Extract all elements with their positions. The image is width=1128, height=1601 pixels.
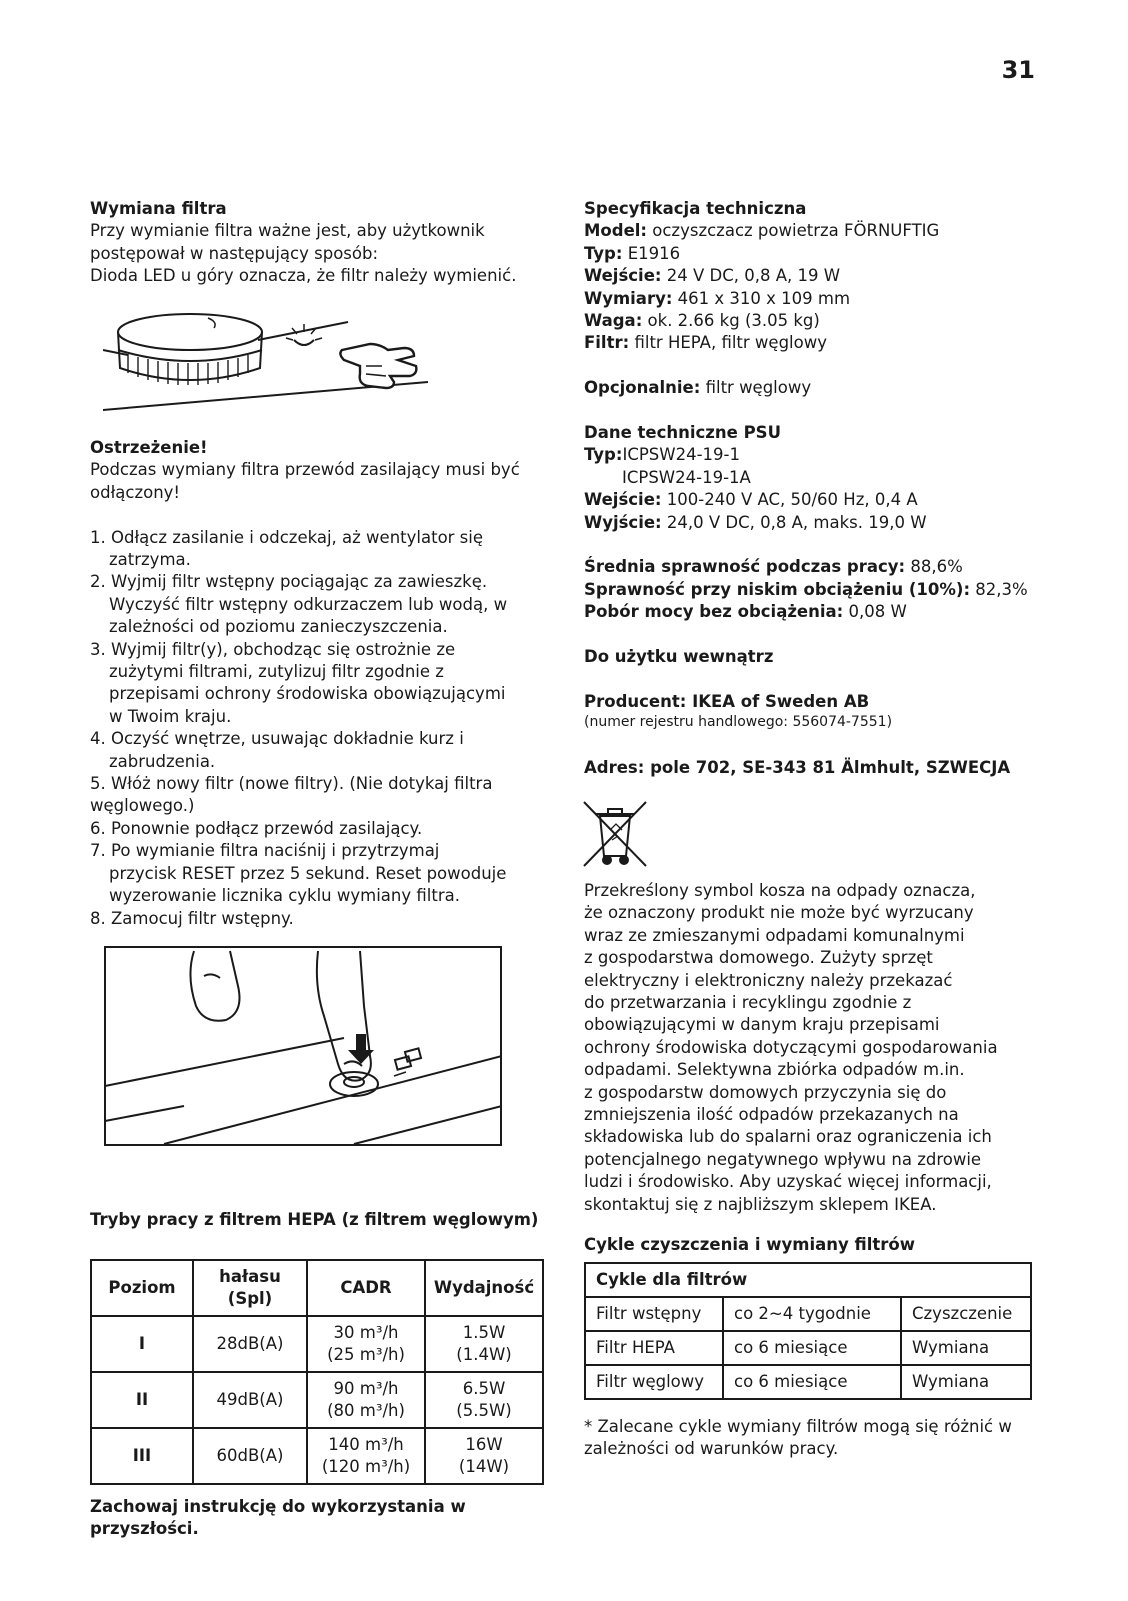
filter-intro-line: Dioda LED u góry oznacza, że filtr należy wymienić. — [90, 266, 517, 286]
warning-text-line: Podczas wymiany filtra przewód zasilający musi być — [90, 460, 520, 480]
table-row: III 60dB(A) 140 m³/h (120 m³/h) 16W (14W) — [91, 1428, 543, 1484]
list-item: 3. Wyjmij filtr(y), obchodząc się ostrożnie ze zużytymi filtrami, zutylizuj filtr zgodnie z przepisami ochrony środowiska obowiązującymi w Twoim kraju. — [90, 639, 506, 726]
spec-line: Filtr: filtr HEPA, filtr węglowy — [584, 333, 827, 353]
efficiency-low-line: Sprawność przy niskim obciążeniu (10%): 82,3% — [584, 579, 1028, 599]
keep-instructions: Zachowaj instrukcję do wykorzystania w przyszłości. — [90, 1497, 466, 1539]
registration-number: (numer rejestru handlowego: 556074-7551) — [584, 714, 893, 731]
list-item: 5. Włóż nowy filtr (nowe filtry). (Nie dotykaj filtra węglowego.) — [90, 774, 493, 816]
indoor-use: Do użytku wewnątrz — [584, 647, 774, 667]
column-header: CADR — [307, 1260, 425, 1316]
table-row: Filtr węglowy co 6 miesiące Wymiana — [585, 1365, 1031, 1399]
spec-title: Specyfikacja techniczna — [584, 199, 807, 218]
filter-cycles-table — [584, 1262, 1032, 1400]
warning-text-line: odłączony! — [90, 482, 181, 502]
table-row: Filtr HEPA co 6 miesiące Wymiana — [585, 1331, 1031, 1365]
psu-title: Dane techniczne PSU — [584, 423, 781, 443]
address: Adres: pole 702, SE-343 81 Älmhult, SZWECJA — [584, 758, 1011, 778]
psu-output-line: Wyjście: 24,0 V DC, 0,8 A, maks. 19,0 W — [584, 512, 927, 532]
filter-replacement-title: Wymiana filtra — [90, 199, 227, 218]
filter-intro-line: postępował w następujący sposób: — [90, 243, 379, 263]
spec-line: Wejście: 24 V DC, 0,8 A, 19 W — [584, 266, 841, 286]
left-column — [90, 198, 560, 288]
operating-modes-table — [90, 1259, 544, 1485]
efficiency-line: Średnia sprawność podczas pracy: 88,6% — [584, 557, 963, 577]
producer: Producent: IKEA of Sweden AB — [584, 691, 870, 711]
list-item: 1. Odłącz zasilanie i odczekaj, aż wentylator się zatrzyma. — [90, 527, 484, 570]
table-row: II 49dB(A) 90 m³/h (80 m³/h) 6.5W (5.5W) — [91, 1372, 543, 1428]
psu-type-line: Typ:ICPSW24-19-1 — [584, 445, 740, 465]
list-item: 7. Po wymianie filtra naciśnij i przytrzymaj przycisk RESET przez 5 sekund. Reset powoduje wyzerowanie licznika cyklu wymiany filtra. — [90, 841, 507, 906]
column-header: hałasu (Spl) — [193, 1260, 307, 1316]
cycles-note: * Zalecane cykle wymiany filtrów mogą się różnić w zależności od warunków pracy. — [584, 1417, 1012, 1459]
list-item: 6. Ponownie podłącz przewód zasilający. — [90, 818, 423, 838]
psu-type-line-2: ICPSW24-19-1A — [622, 467, 751, 487]
spec-line: Model: oczyszczacz powietrza FÖRNUFTIG — [584, 221, 940, 241]
crossed-bin-icon — [582, 800, 648, 868]
led-indicator-illustration — [98, 310, 438, 420]
spec-line: Wymiary: 461 x 310 x 109 mm — [584, 288, 851, 308]
spec-line: Waga: ok. 2.66 kg (3.05 kg) — [584, 311, 820, 331]
right-column — [584, 198, 1044, 780]
table-header-row — [91, 1260, 543, 1316]
table-header-row: Cykle dla filtrów — [585, 1263, 1031, 1297]
column-header: Poziom — [91, 1260, 193, 1316]
table-row: Filtr wstępny co 2~4 tygodnie Czyszczenie — [585, 1297, 1031, 1331]
optional-line: Opcjonalnie: filtr węglowy — [584, 378, 812, 398]
spec-line: Typ: E1916 — [584, 243, 681, 263]
warning-block — [90, 437, 560, 930]
psu-input-line: Wejście: 100-240 V AC, 50/60 Hz, 0,4 A — [584, 490, 918, 510]
filter-intro-line: Przy wymianie filtra ważne jest, aby użytkownik — [90, 221, 485, 241]
list-item: 4. Oczyść wnętrze, usuwając dokładnie kurz i zabrudzenia. — [90, 729, 464, 771]
no-load-line: Pobór mocy bez obciążenia: 0,08 W — [584, 602, 907, 622]
list-item: 2. Wyjmij filtr wstępny pociągając za zawieszkę. Wyczyść filtr wstępny odkurzaczem lub wodą, w zależności od poziomu zanieczyszczenia. — [90, 572, 508, 637]
steps-list — [90, 527, 560, 930]
table-row: I 28dB(A) 30 m³/h (25 m³/h) 1.5W (1.4W) — [91, 1316, 543, 1372]
warning-title: Ostrzeżenie! — [90, 438, 208, 457]
column-header: Wydajność — [425, 1260, 543, 1316]
cycles-title: Cykle czyszczenia i wymiany filtrów — [584, 1235, 915, 1254]
page-number: 31 — [1001, 56, 1035, 84]
list-item: 8. Zamocuj filtr wstępny. — [90, 908, 294, 928]
weee-text: Przekreślony symbol kosza na odpady oznacza, że oznaczony produkt nie może być wyrzucany wraz ze zmieszanymi odpadami komunalnymi z gospodarstwa domowego. Zużyty sprzęt elektryczny i elektroniczny należy przekazać do przetwarzania i recyklingu zgodnie z obowiązującymi w danym kraju przepisami ochrony środowiska dotyczącymi gospodarowania odpadami. Selektywna zbiórka odpadów m.in. z gospodarstw domowych przyczynia się do zmniejszenia ilość odpadów przekazanych na składowiska lub do spalarni oraz ograniczenia ich potencjalnego negatywnego wpływu na zdrowie ludzi i środowisko. Aby uzyskać więcej informacji, skontaktuj się z najbliższym sklepem IKEA. — [584, 881, 998, 1214]
reset-button-illustration — [104, 946, 502, 1146]
modes-table-title: Tryby pracy z filtrem HEPA (z filtrem węglowym) — [90, 1210, 539, 1229]
